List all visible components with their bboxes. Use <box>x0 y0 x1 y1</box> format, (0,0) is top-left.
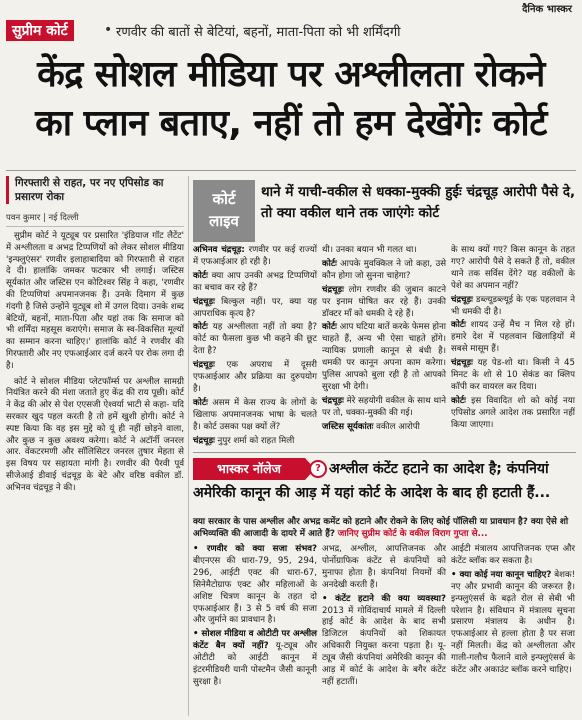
answer: बीएनएस की धारा-79, 95, 294, 296, आईटी एक्ट की धारा-67, सिनेमैटोग्राफ एक्ट और महिलाओं के अशिष्ट चित्रण कानून के तहत दो एफआईआर हैं। 3 से 5 वर्ष की सजा और जुर्माने का प्रावधान है। <box>193 555 317 626</box>
dialog-line <box>193 436 317 448</box>
qa-item <box>451 570 575 677</box>
knowledge-headline-1: अश्लील कंटेंट हटाने का आदेश है; कंपनियां <box>329 461 549 477</box>
badge-line: कोर्ट <box>212 190 236 208</box>
dialog-text: क्या आप उनकी अभद्र टिप्पणियों का बचाव कर रहे हैं? <box>193 270 318 293</box>
court-live-box <box>193 180 576 242</box>
question: • रणवीर को क्या सजा संभव? <box>193 544 317 554</box>
dialog-text: बिल्कुल नहीं। पर, क्या यह आपराधिक कृत्य है? <box>193 296 317 319</box>
knowledge-column <box>322 544 446 691</box>
qa-item <box>322 544 446 592</box>
paragraph: कोर्ट ने सोशल मीडिया प्लेटफॉर्म्स पर अश्लील सामग्री नियंत्रित करने की मंशा जताते हुए केंद्र की राय पूछी। कोर्ट ने केंद्र की ओर से पेश एएसजी ऐश्वर्या भाटी से कहा- यदि सरकार खुद पहल करती है तो हमें खुशी होगी। कोर्ट ने स्पष्ट किया कि वह इस मुद्दे को यूं ही नहीं छोड़ने वाला, और कुछ न कुछ अवश्य करेगा। कोर्ट ने अटॉर्नी जनरल आर. वेंकटरमणी और सॉलिसिटर जनरल तुषार मेहता से इस विषय पर सहायता मांगी है। रणवीर की पैरवी पूर्व सीजेआई डीवाई चंद्रचूड़ के बेटे और वरिष्ठ वकील डॉ. अभिनव चंद्रचूड़ ने की। <box>6 376 184 493</box>
dialog-text: असम में केस राज्य के लोगों के खिलाफ अपमानजनक भाषा के चलते है। कोर्ट उसका पक्ष क्यों लें? <box>193 397 317 432</box>
paragraph: सुप्रीम कोर्ट ने यूट्यूब पर प्रसारित 'इंडियाज गॉट लैटेंट' में अश्लीलता व अभद्र टिप्पणियों को लेकर सोशल मीडिया 'इन्फ्लुएंसर' रणवीर इलाहाबादिया को गिरफ्तारी से राहत दे दी। हालांकि जमकर फटकार भी लगाई। जस्टिस सूर्यकांत और जस्टिस एन कोटिश्वर सिंह ने कहा, 'रणवीर की टिप्पणियां अपमानजनक हैं। उनके दिमाग में कुछ गंदगी है जिसे उन्होंने यूट्यूब शो में उगल दिया। उनके शब्द बेटियों, बहनों, माता-पिता और यहां तक कि समाज को भी शर्मिंदा महसूस कराएंगे। समाज के स्व-विकसित मूल्यों का सम्मान करना चाहिए।' हालांकि कोर्ट ने रणवीर की गिरफ्तारी और नए एफआईआर दर्ज करने पर रोक लगा दी है। <box>6 231 184 371</box>
intro-expert: जानिए सुप्रीम कोर्ट के वकील विराग गुप्ता से... <box>337 529 488 539</box>
answer: अभद्र, अश्लील, आपत्तिजनक और पोर्नोग्राफिक कंटेंट से कंपनियों को मुनाफा होता है। कंपनियां नियमों की अनदेखी करती हैं। <box>322 544 446 590</box>
dialog-text: वकील आरोपी <box>376 421 420 432</box>
column-divider <box>188 176 189 716</box>
dialog-text: एक अपराध में दूसरी एफआईआर और प्रक्रिया का दुरुपयोग है। <box>193 360 317 394</box>
answer: यू-ट्यूब और ओटीटी को आईटी कानून में इंटरमीडियरी यानी पोस्टमैन जैसी कानूनी सुरक्षा है। <box>193 641 317 687</box>
kicker-bullet: • <box>104 22 113 38</box>
bhaskar-knowledge <box>193 456 576 514</box>
question: • कंटेंट हटाने की क्या व्यवस्था? <box>322 593 446 604</box>
dialog-text: डब्ल्यूडब्ल्यूई के एक पहलवान ने भी धमकी दी है। <box>451 294 575 317</box>
knowledge-label: भास्कर नॉलेज <box>193 458 305 480</box>
dialog-text: के साथ क्यों गए? किस कानून के तहत गए? आरोपी पैसे दे सकते हैं तो, वकील थाने तक सर्विस देंगे? यह वकीलों के पेशे का अपमान नहीं? <box>451 245 575 291</box>
speaker: चंद्रचूड़ः <box>322 395 344 406</box>
dialog-line <box>322 259 446 283</box>
dialog-line <box>322 322 446 393</box>
badge-line: लाइव <box>209 212 239 230</box>
speaker: चंद्रचूड़ः <box>451 294 473 305</box>
main-headline <box>8 50 574 148</box>
speaker: चंद्रचूड़ः <box>193 360 215 371</box>
dialog-column <box>193 245 317 450</box>
dialog-text: नुपुर शर्मा को राहत मिली <box>217 435 295 446</box>
dialog-text: आपके मुवक्किल ने जो कहा, उसे कौन होगा जो सुनना चाहेगा? <box>322 258 447 281</box>
dialog-text: इस विवादित शो को कोई नया एपिसोड अगले आदेश तक प्रसारित नहीं किया जाएगा। <box>451 395 575 430</box>
knowledge-intro <box>193 516 576 540</box>
dialog-line <box>193 245 317 269</box>
headline-line-1: केंद्र सोशल मीडिया पर अश्लीलता रोकने <box>37 54 545 95</box>
speaker: कोर्टः <box>451 320 466 331</box>
dialog-line <box>322 245 446 257</box>
question: • क्या कोई नया कानून चाहिए? <box>451 569 552 580</box>
qa-item <box>193 544 317 627</box>
story-body <box>6 231 184 495</box>
dialog-text: रणवीर पर कई राज्यों में एफआईआर हो रही है। <box>193 245 317 267</box>
knowledge-headline-2: अमेरिकी कानून की आड़ में यहां कोर्ट के आदेश के बाद ही हटाती हैं... <box>193 485 551 501</box>
dialog-line <box>322 396 446 420</box>
dialog-line <box>451 295 575 319</box>
qa-item <box>451 544 575 568</box>
court-live-title: थाने में याची-वकील से धक्का-मुक्की हुईः चंद्रचूड़ आरोपी पैसे दे, तो क्या वकील थाने तक जाएंगेः कोर्ट <box>261 184 576 221</box>
speaker: चंद्रचूड़ः <box>193 435 215 446</box>
dialog-line <box>193 271 317 295</box>
answer: आईटी मंत्रालय आपत्तिजनक एप्स और कंटेंट ब्लॉक कर सकता है। <box>451 544 575 566</box>
knowledge-column <box>193 544 317 691</box>
speaker: कोर्टः <box>193 270 208 281</box>
dialog-line <box>193 360 317 396</box>
masthead <box>0 0 582 16</box>
speaker: कोर्टः <box>193 397 208 408</box>
dialog-text: यह पेड-शो था। किसी ने 45 मिनट के शो से 10 सेकंड का क्लिप कॉपी कर वायरल कर दिया। <box>451 358 575 392</box>
intro-lead: क्या सरकार के पास अश्लील और अभद्र कमेंट को हटाने और रोकने के लिए कोई पॉलिसी या प्रावधान है? क्या ऐसे शो अभिव्यक्ति की आजादी के दायरे में आते हैं? <box>193 517 569 539</box>
newspaper-logo: दैनिक भास्कर <box>522 4 572 15</box>
dialog-line <box>451 320 575 356</box>
knowledge-column <box>451 544 575 679</box>
qa-item <box>193 629 317 689</box>
dialog-text: मेरे सहयोगी वकील के साथ थाने पर तो, धक्का-मुक्की की गई। <box>322 395 446 418</box>
speaker: जस्टिस सूर्यकांतः <box>322 421 374 432</box>
section-tag: सुप्रीम कोर्ट <box>6 20 74 41</box>
speaker: चंद्रचूड़ः <box>451 358 473 369</box>
dialog-column <box>322 245 446 436</box>
divider <box>6 170 576 171</box>
dialog-text: यह अश्लीलता नहीं तो क्या है? कोर्ट का फैसला कुछ भी कहने की छूट देता है? <box>193 322 318 357</box>
speaker: चंद्रचूड़ः <box>193 296 215 307</box>
headline-line-2: का प्लान बताए, नहीं तो हम देखेंगेः कोर्ट <box>35 103 547 144</box>
answer: बेशक! नए और प्रभावी कानून की जरूरत है। इन्फ्लुएंसर्स के बढ़ते रोल से सेबी भी परेशान है। संविधान में मंत्रालय सूचना प्रसारण मंत्रालय के अधीन है। एफआईआर से हल्ला होता है पर सजा नहीं मिलती। केंद्र को अश्लीलता और गाली-गलौच फैलाने वाले इन्फ्लुएंसर्स के कंटेंट और अकाउंट ब्लॉक करने चाहिए। <box>451 569 576 676</box>
dialog-text: लोग रणवीर की जुबान काटने पर इनाम घोषित कर रहे हैं। उनकी डॉक्टर माँ को धमकी दे रहे हैं। <box>322 284 446 319</box>
qa-item <box>322 594 446 689</box>
speaker: कोर्टः <box>322 258 337 269</box>
dialog-line <box>451 396 575 432</box>
speaker: चंद्रचूड़ः <box>322 284 344 295</box>
kicker-row <box>0 18 582 46</box>
dialog-text: थी। उनका बयान भी गलत था। <box>322 245 417 255</box>
dialog-line <box>451 358 575 394</box>
divider <box>193 452 576 453</box>
dialog-text: आप घटिया बातें करके फेमस होना चाहते हैं, अन्य भी ऐसा चाहते होंगे। न्यायिक प्रणाली कानून से बंधी है। धमकी पर कानून अपना काम करेगा। पुलिस आपको बुला रही है तो आपको सुरक्षा भी देगी। <box>322 322 446 392</box>
dialog-column <box>451 245 575 434</box>
court-live-badge <box>193 180 255 242</box>
speaker: कोर्टः <box>451 395 466 406</box>
dialog-line <box>193 322 317 358</box>
question: • सोशल मीडिया व ओटीटी पर अश्लील कंटेंट बैन क्यों नहीं? <box>193 629 317 652</box>
speaker: कोर्टः <box>322 322 337 333</box>
dialog-line <box>322 285 446 321</box>
speaker: कोर्टः <box>193 322 208 333</box>
dialog-line <box>451 245 575 293</box>
dialog-text: शायद उन्हें मैच न मिल रहे हों। हमारे देश में पहलवान खिलाड़ियों में सबसे मासूम हैं। <box>451 320 576 355</box>
byline: पवन कुमार | नई दिल्ली <box>6 212 184 227</box>
kicker-subhead: रणवीर की बातों से बेटियां, बहनों, माता-पिता को भी शर्मिंदगी <box>116 25 401 40</box>
left-column <box>6 176 184 716</box>
dialog-line <box>193 297 317 321</box>
dialog-line <box>193 398 317 434</box>
speaker: अभिनव चंद्रचूड़: <box>193 245 245 255</box>
question-icon: ? <box>309 460 327 478</box>
answer: 2013 में गोविंदाचार्य मामले में दिल्ली हाई कोर्ट के आदेश के बाद सभी डिजिटल कंपनियों को शिकायत अधिकारी नियुक्त करना पड़ता है। यू-ट्यूब जैसी कंपनियां अमेरिकी कानून की आड़ में कोर्ट के आदेश के बगैर कंटेंट नहीं हटातीं। <box>322 605 446 687</box>
dialog-line <box>322 422 446 434</box>
story-deck: गिरफ्तारी से राहत, पर नए एपिसोड का प्रसारण रोका <box>6 176 184 204</box>
